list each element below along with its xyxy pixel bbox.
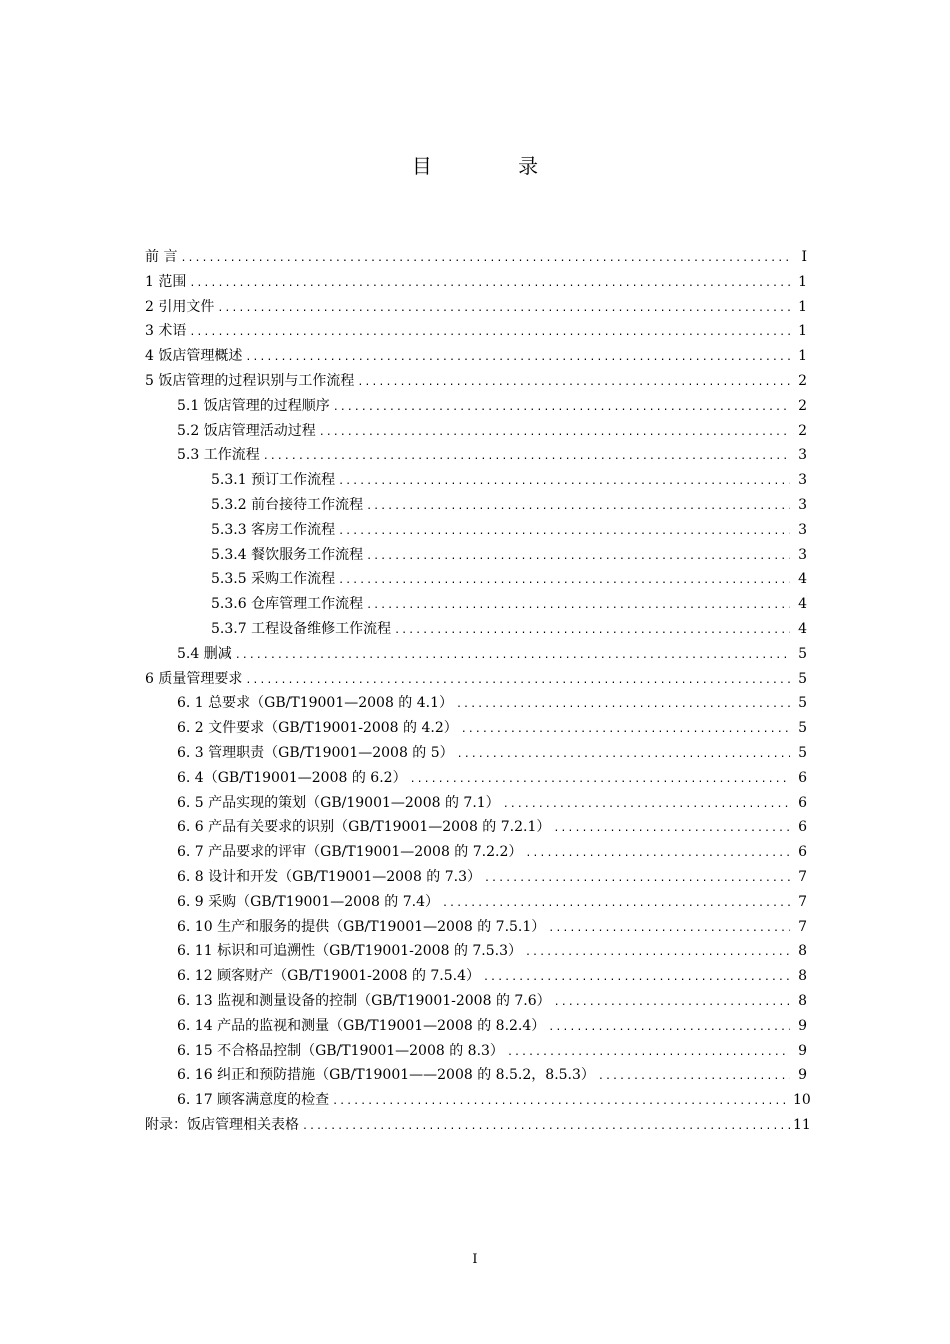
toc-leader-dots	[180, 253, 790, 264]
toc-entry[interactable]	[145, 345, 807, 370]
toc-leader-dots	[548, 923, 790, 934]
toc-entry-page: 2	[798, 422, 807, 439]
toc-entry[interactable]	[145, 618, 807, 643]
toc-entry-page: 1	[798, 298, 807, 315]
toc-entry-page: 3	[798, 447, 807, 464]
toc-entry-label: 5.4 删减	[177, 645, 232, 662]
toc-entry-page: 10	[793, 1092, 811, 1109]
toc-entry[interactable]	[145, 444, 807, 469]
toc-entry-label: 5.3.7 工程设备维修工作流程	[211, 620, 392, 637]
toc-entry[interactable]	[145, 370, 807, 395]
toc-entry-page: 1	[798, 273, 807, 290]
toc-entry-label: 6. 14 产品的监视和测量（GB/T19001—2008 的 8.2.4）	[177, 1017, 546, 1034]
toc-entry-label: 6. 11 标识和可追溯性（GB/T19001-2008 的 7.5.3）	[177, 943, 523, 960]
toc-entry-label: 1 范围	[145, 273, 187, 290]
toc-entry[interactable]	[145, 593, 807, 618]
toc-entry-page: 1	[798, 323, 807, 340]
toc-entry[interactable]	[145, 891, 807, 916]
toc-entry-label: 5.2 饭店管理活动过程	[177, 422, 316, 439]
toc-entry[interactable]	[145, 668, 807, 693]
toc-leader-dots	[410, 774, 790, 785]
toc-entry[interactable]	[145, 990, 807, 1015]
toc-entry-page: 8	[798, 992, 807, 1009]
toc-leader-dots	[598, 1071, 790, 1082]
toc-entry[interactable]	[145, 940, 807, 965]
toc-entry[interactable]	[145, 1040, 807, 1065]
toc-leader-dots	[442, 898, 790, 909]
toc-leader-dots	[338, 526, 790, 537]
page-title: 目 录	[411, 154, 579, 178]
toc-entry[interactable]	[145, 271, 807, 296]
toc-leader-dots	[217, 303, 790, 314]
toc-leader-dots	[554, 997, 790, 1008]
toc-leader-dots	[525, 848, 790, 859]
toc-entry[interactable]	[145, 420, 807, 445]
toc-entry-label: 6. 6 产品有关要求的识别（GB/T19001—2008 的 7.2.1）	[177, 819, 551, 836]
toc-entry[interactable]	[145, 792, 807, 817]
toc-entry[interactable]	[145, 841, 807, 866]
toc-entry-label: 5.3.4 餐饮服务工作流程	[211, 546, 364, 563]
toc-leader-dots	[235, 650, 790, 661]
toc-entry-label: 5.3.2 前台接待工作流程	[211, 496, 364, 513]
toc-entry-page: 4	[798, 596, 807, 613]
toc-entry-page: I	[801, 249, 807, 265]
toc-entry-label: 2 引用文件	[145, 298, 215, 315]
toc-entry-label: 6. 13 监视和测量设备的控制（GB/T19001-2008 的 7.6）	[177, 992, 551, 1009]
toc-leader-dots	[548, 1022, 790, 1033]
toc-leader-dots	[338, 476, 790, 487]
toc-entry[interactable]	[145, 1064, 807, 1089]
toc-leader-dots	[394, 625, 790, 636]
toc-entry-page: 7	[798, 893, 807, 910]
toc-leader-dots	[366, 551, 790, 562]
toc-leader-dots	[461, 724, 790, 735]
toc-entry-label: 6. 9 采购（GB/T19001—2008 的 7.4）	[177, 893, 440, 910]
toc-entry-label: 6. 8 设计和开发（GB/T19001—2008 的 7.3）	[177, 868, 482, 885]
toc-entry[interactable]	[145, 916, 807, 941]
toc-entry-page: 5	[798, 645, 807, 662]
toc-entry-page: 8	[798, 968, 807, 985]
toc-entry-label: 6. 2 文件要求（GB/T19001-2008 的 4.2）	[177, 720, 458, 737]
toc-entry-page: 5	[798, 720, 807, 737]
toc-entry-label: 6 质量管理要求	[145, 670, 243, 687]
toc-leader-dots	[457, 749, 790, 760]
toc-leader-dots	[357, 377, 790, 388]
toc-entry[interactable]	[145, 866, 807, 891]
toc-entry-label: 6. 1 总要求（GB/T19001—2008 的 4.1）	[177, 695, 454, 712]
toc-leader-dots	[507, 1047, 790, 1058]
toc-entry-page: 9	[798, 1042, 807, 1059]
toc-entry-page: 9	[798, 1017, 807, 1034]
toc-entry-page: 5	[798, 670, 807, 687]
toc-leader-dots	[263, 451, 790, 462]
toc-entry-page: 6	[798, 769, 807, 786]
toc-entry-page: 2	[798, 372, 807, 389]
toc-entry-page: 1	[798, 348, 807, 365]
toc-entry-label: 5.1 饭店管理的过程顺序	[177, 397, 330, 414]
toc-entry[interactable]	[145, 494, 807, 519]
toc-leader-dots	[189, 278, 790, 289]
toc-entry[interactable]	[145, 469, 807, 494]
toc-entry[interactable]	[145, 296, 807, 321]
toc-entry-label: 6. 7 产品要求的评审（GB/T19001—2008 的 7.2.2）	[177, 844, 523, 861]
toc-entry-label: 6. 12 顾客财产（GB/T19001-2008 的 7.5.4）	[177, 968, 481, 985]
toc-leader-dots	[319, 427, 790, 438]
toc-leader-dots	[483, 972, 790, 983]
toc-entry-label: 前 言	[145, 249, 178, 265]
toc-entry-page: 4	[798, 620, 807, 637]
table-of-contents	[145, 246, 811, 1139]
toc-entry[interactable]	[145, 1114, 811, 1139]
toc-entry-label: 5.3.1 预订工作流程	[211, 472, 336, 489]
toc-entry[interactable]	[145, 544, 807, 569]
toc-entry-label: 6. 15 不合格品控制（GB/T19001—2008 的 8.3）	[177, 1042, 504, 1059]
toc-leader-dots	[503, 799, 790, 810]
toc-entry-page: 7	[798, 868, 807, 885]
toc-entry-label: 5.3.6 仓库管理工作流程	[211, 596, 364, 613]
toc-entry-page: 3	[798, 546, 807, 563]
toc-leader-dots	[525, 947, 790, 958]
page-number-footer: I	[472, 1252, 478, 1267]
toc-entry-label: 附录：饭店管理相关表格	[145, 1116, 299, 1133]
toc-entry-page: 11	[793, 1116, 811, 1133]
toc-leader-dots	[332, 1096, 790, 1107]
toc-leader-dots	[245, 675, 790, 686]
toc-entry[interactable]	[145, 1089, 811, 1114]
toc-leader-dots	[484, 873, 790, 884]
toc-entry-page: 2	[798, 397, 807, 414]
toc-entry-page: 8	[798, 943, 807, 960]
toc-entry[interactable]	[145, 767, 807, 792]
toc-leader-dots	[245, 352, 790, 363]
toc-entry-label: 6. 4（GB/T19001—2008 的 6.2）	[177, 769, 407, 786]
toc-entry[interactable]	[145, 643, 807, 668]
toc-leader-dots	[189, 327, 790, 338]
toc-entry-label: 6. 16 纠正和预防措施（GB/T19001——2008 的 8.5.2，8.5.3）	[177, 1067, 595, 1084]
toc-entry[interactable]	[145, 965, 807, 990]
toc-entry[interactable]	[145, 816, 807, 841]
toc-entry[interactable]	[145, 692, 807, 717]
toc-entry-page: 6	[798, 844, 807, 861]
toc-entry-page: 6	[798, 794, 807, 811]
toc-entry-page: 5	[798, 695, 807, 712]
toc-entry[interactable]	[145, 1015, 807, 1040]
toc-leader-dots	[302, 1121, 790, 1132]
toc-leader-dots	[456, 699, 790, 710]
toc-entry-label: 4 饭店管理概述	[145, 348, 243, 365]
toc-entry-label: 5 饭店管理的过程识别与工作流程	[145, 372, 355, 389]
toc-entry-label: 6. 17 顾客满意度的检查	[177, 1092, 330, 1109]
toc-leader-dots	[333, 402, 790, 413]
toc-entry-page: 9	[798, 1067, 807, 1084]
toc-entry-page: 3	[798, 496, 807, 513]
toc-entry-label: 6. 5 产品实现的策划（GB/19001—2008 的 7.1）	[177, 794, 500, 811]
toc-entry-page: 5	[798, 744, 807, 761]
toc-entry[interactable]	[145, 395, 807, 420]
toc-entry[interactable]	[145, 246, 807, 271]
toc-entry-page: 4	[798, 571, 807, 588]
toc-entry-page: 3	[798, 521, 807, 538]
toc-entry-page: 3	[798, 472, 807, 489]
toc-leader-dots	[338, 575, 790, 586]
toc-leader-dots	[366, 501, 790, 512]
toc-entry-label: 3 术语	[145, 323, 187, 340]
toc-entry-label: 5.3.5 采购工作流程	[211, 571, 336, 588]
toc-entry-label: 6. 10 生产和服务的提供（GB/T19001—2008 的 7.5.1）	[177, 918, 546, 935]
toc-entry[interactable]	[145, 717, 807, 742]
toc-entry-label: 5.3.3 客房工作流程	[211, 521, 336, 538]
toc-entry[interactable]	[145, 320, 807, 345]
toc-entry-label: 6. 3 管理职责（GB/T19001—2008 的 5）	[177, 744, 454, 761]
toc-leader-dots	[366, 600, 790, 611]
toc-entry-label: 5.3 工作流程	[177, 447, 260, 464]
toc-leader-dots	[553, 823, 790, 834]
toc-entry[interactable]	[145, 568, 807, 593]
toc-entry[interactable]	[145, 742, 807, 767]
toc-entry-page: 7	[798, 918, 807, 935]
toc-entry-page: 6	[798, 819, 807, 836]
toc-entry[interactable]	[145, 519, 807, 544]
